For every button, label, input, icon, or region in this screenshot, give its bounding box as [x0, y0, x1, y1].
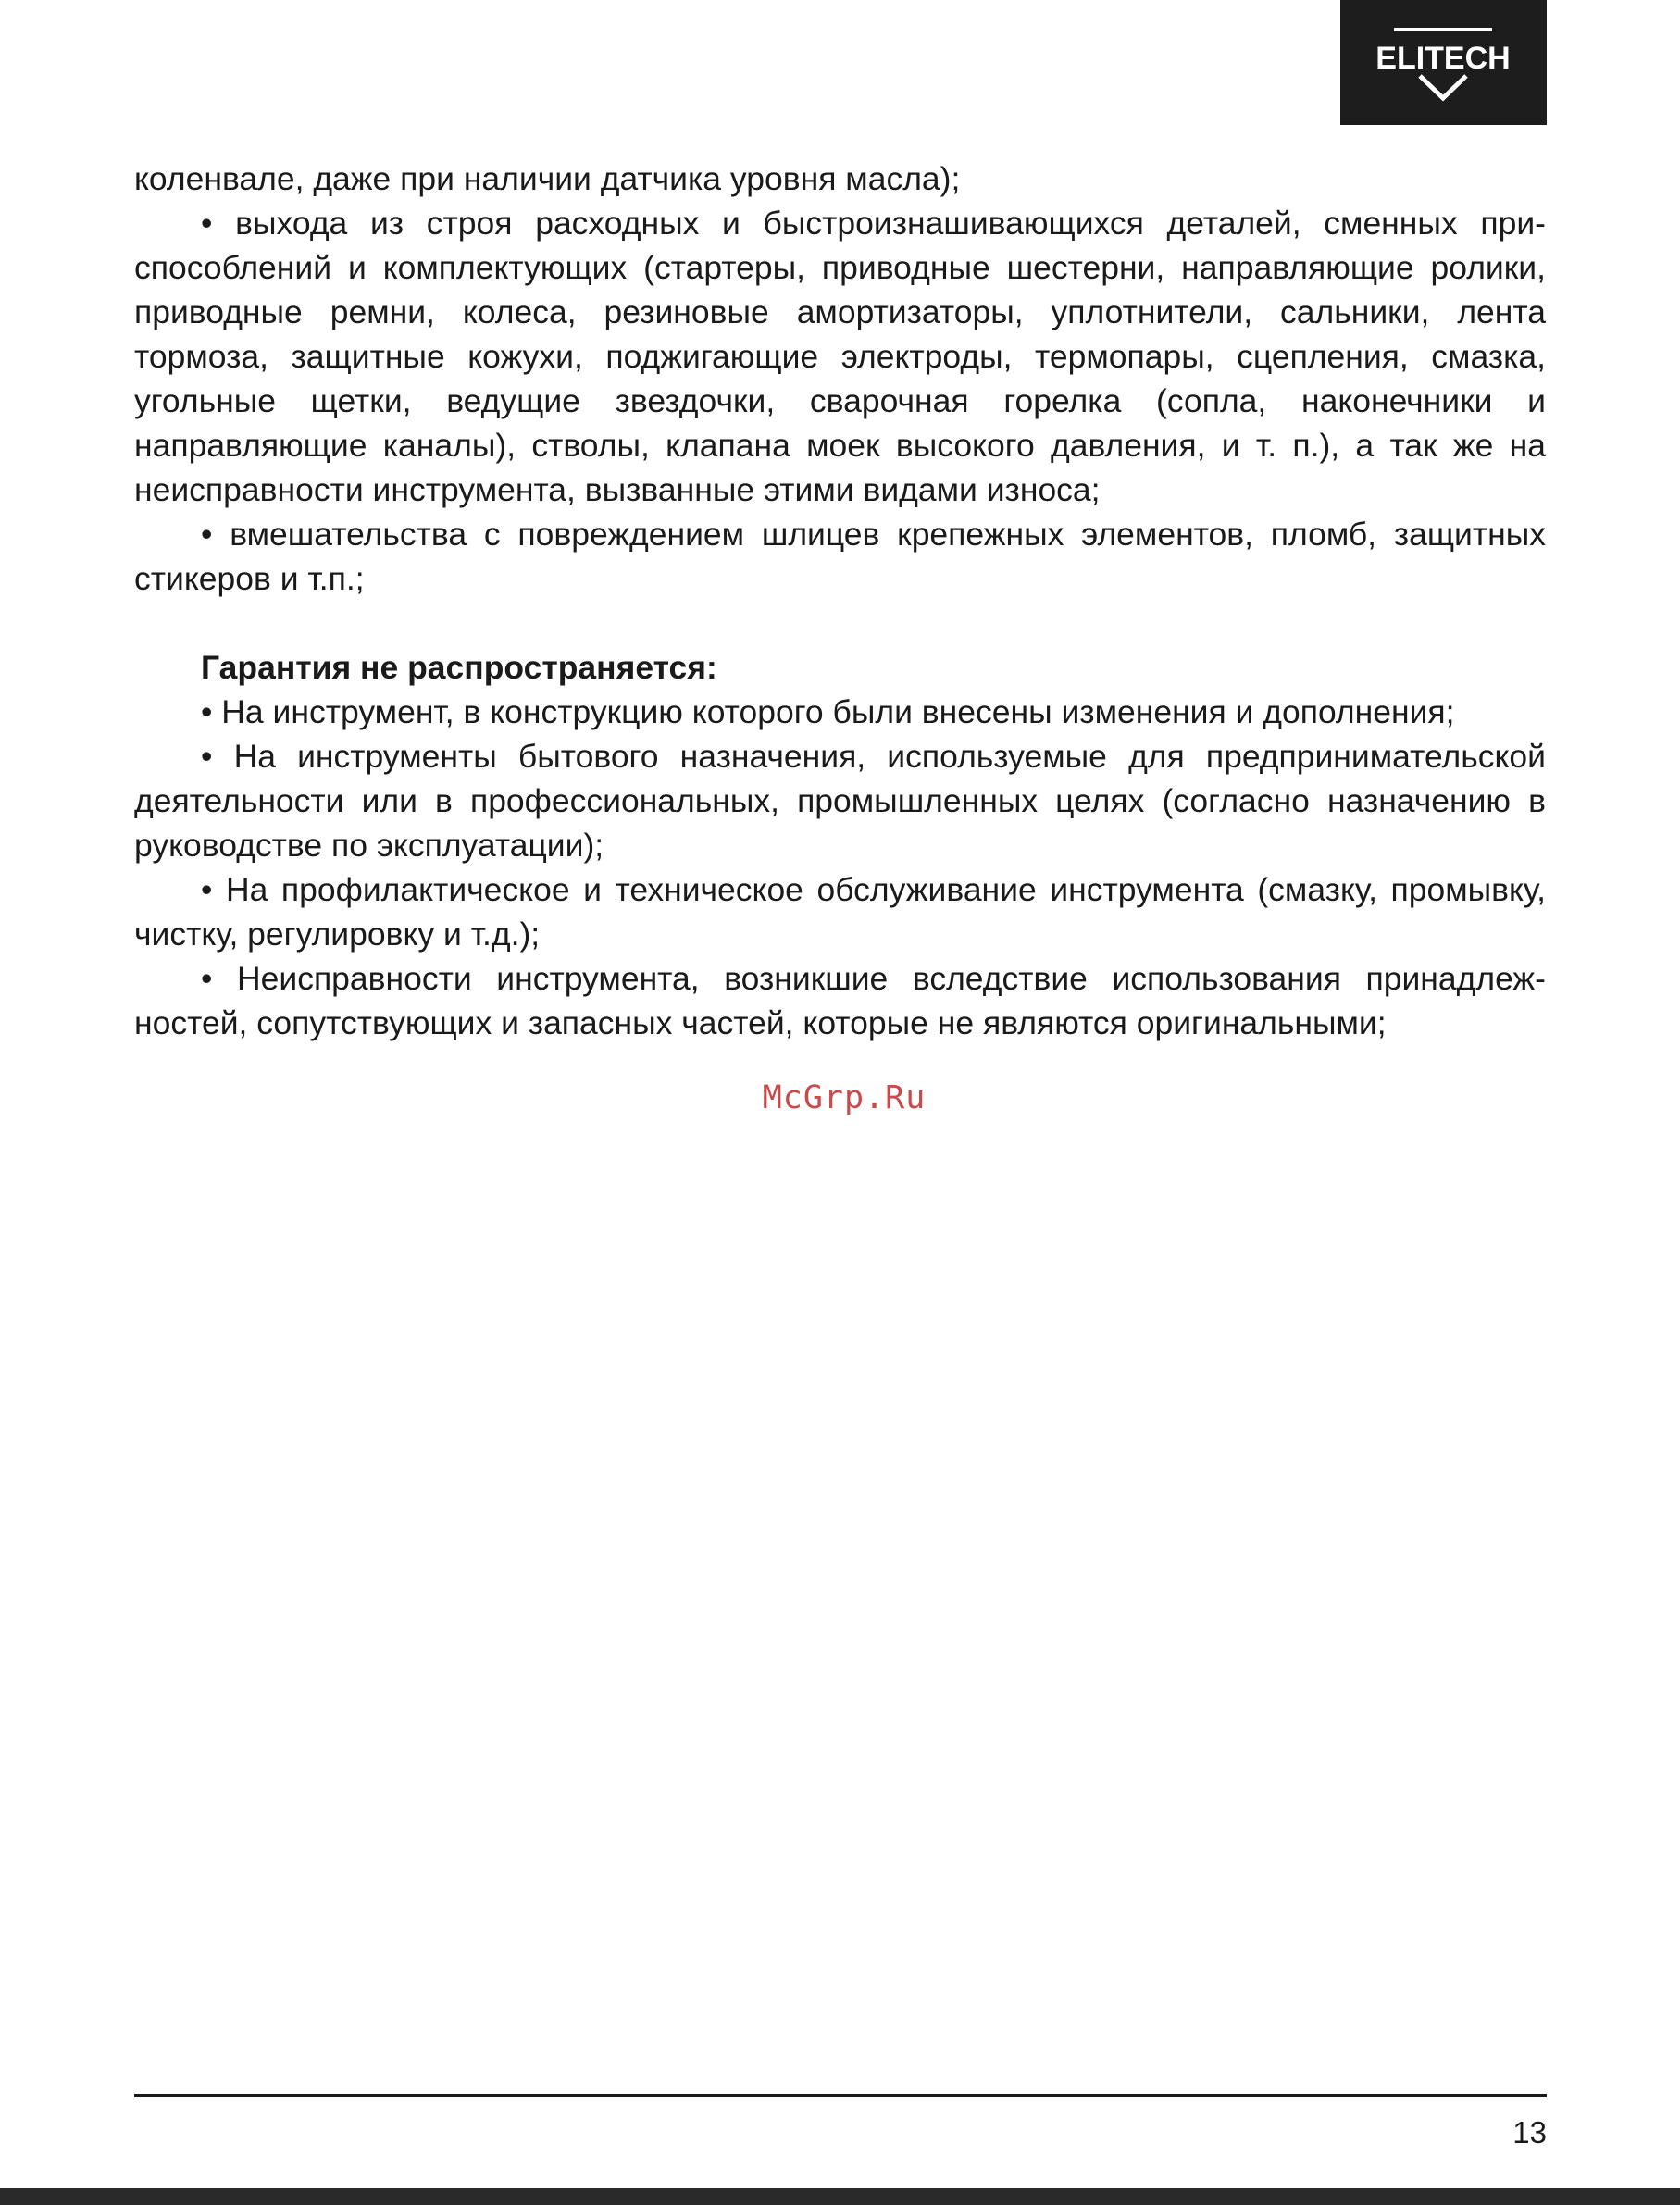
footer-divider	[134, 2094, 1547, 2097]
page-number: 13	[1512, 2115, 1547, 2149]
watermark-text: McGrp.Ru	[762, 1079, 927, 1116]
paragraph-modified-tools: • На инструмент, в конструкцию которого были внесены изменения и дополнения;	[201, 693, 1455, 730]
paragraph-maintenance: • На профилактическое и техническое обслуживание инструмента (смазку, промывку, чистку, регулировку и т.д.);	[134, 871, 1546, 953]
page-edge-strip	[0, 2188, 1680, 2205]
paragraph-tampering: • вмешательства с повреждением шлицев крепежных элементов, пломб, защитных стикеров и т.п.;	[134, 516, 1546, 597]
paragraph-non-original-parts: • Неисправности инструмента, возникшие вследствие использования принадлежностей, сопутствующих и запасных частей, которые не являются оригинальными;	[134, 960, 1546, 1041]
section-heading: Гарантия не распространяется:	[201, 649, 717, 686]
section-spacer	[134, 601, 1546, 645]
paragraph-household-tools: • На инструменты бытового назначения, используемые для предпринимательской деятельности или в профессиональных, промышленных целях (согласно назначению в руководстве по эксплуатации);	[134, 738, 1546, 864]
paragraph-continuation: коленвале, даже при наличии датчика уровня масла);	[134, 160, 961, 197]
paragraph-wear-parts: • выхода из строя расходных и быстроизнашивающихся деталей, сменных приспособлений и комплектующих (стартеры, приводные шестерни, направляющие ролики, приводные ремни, колеса, резиновые амортизаторы, уплотнители, сальники, лента тормоза, защитные кожухи, поджигающие электроды, термопары, сцепления, смазка, угольные щетки, ведущие звездочки, сварочная горелка (сопла, наконечники и направляющие каналы), стволы, клапана моек высокого давления, и т. п.), а так же на неисправности инструмента, вызванные этими видами износа;	[134, 205, 1546, 508]
logo-text: ELITECH	[1375, 41, 1511, 76]
page-content	[134, 156, 1546, 1045]
elitech-logo-icon	[1340, 0, 1547, 125]
elitech-logo	[1340, 0, 1547, 125]
